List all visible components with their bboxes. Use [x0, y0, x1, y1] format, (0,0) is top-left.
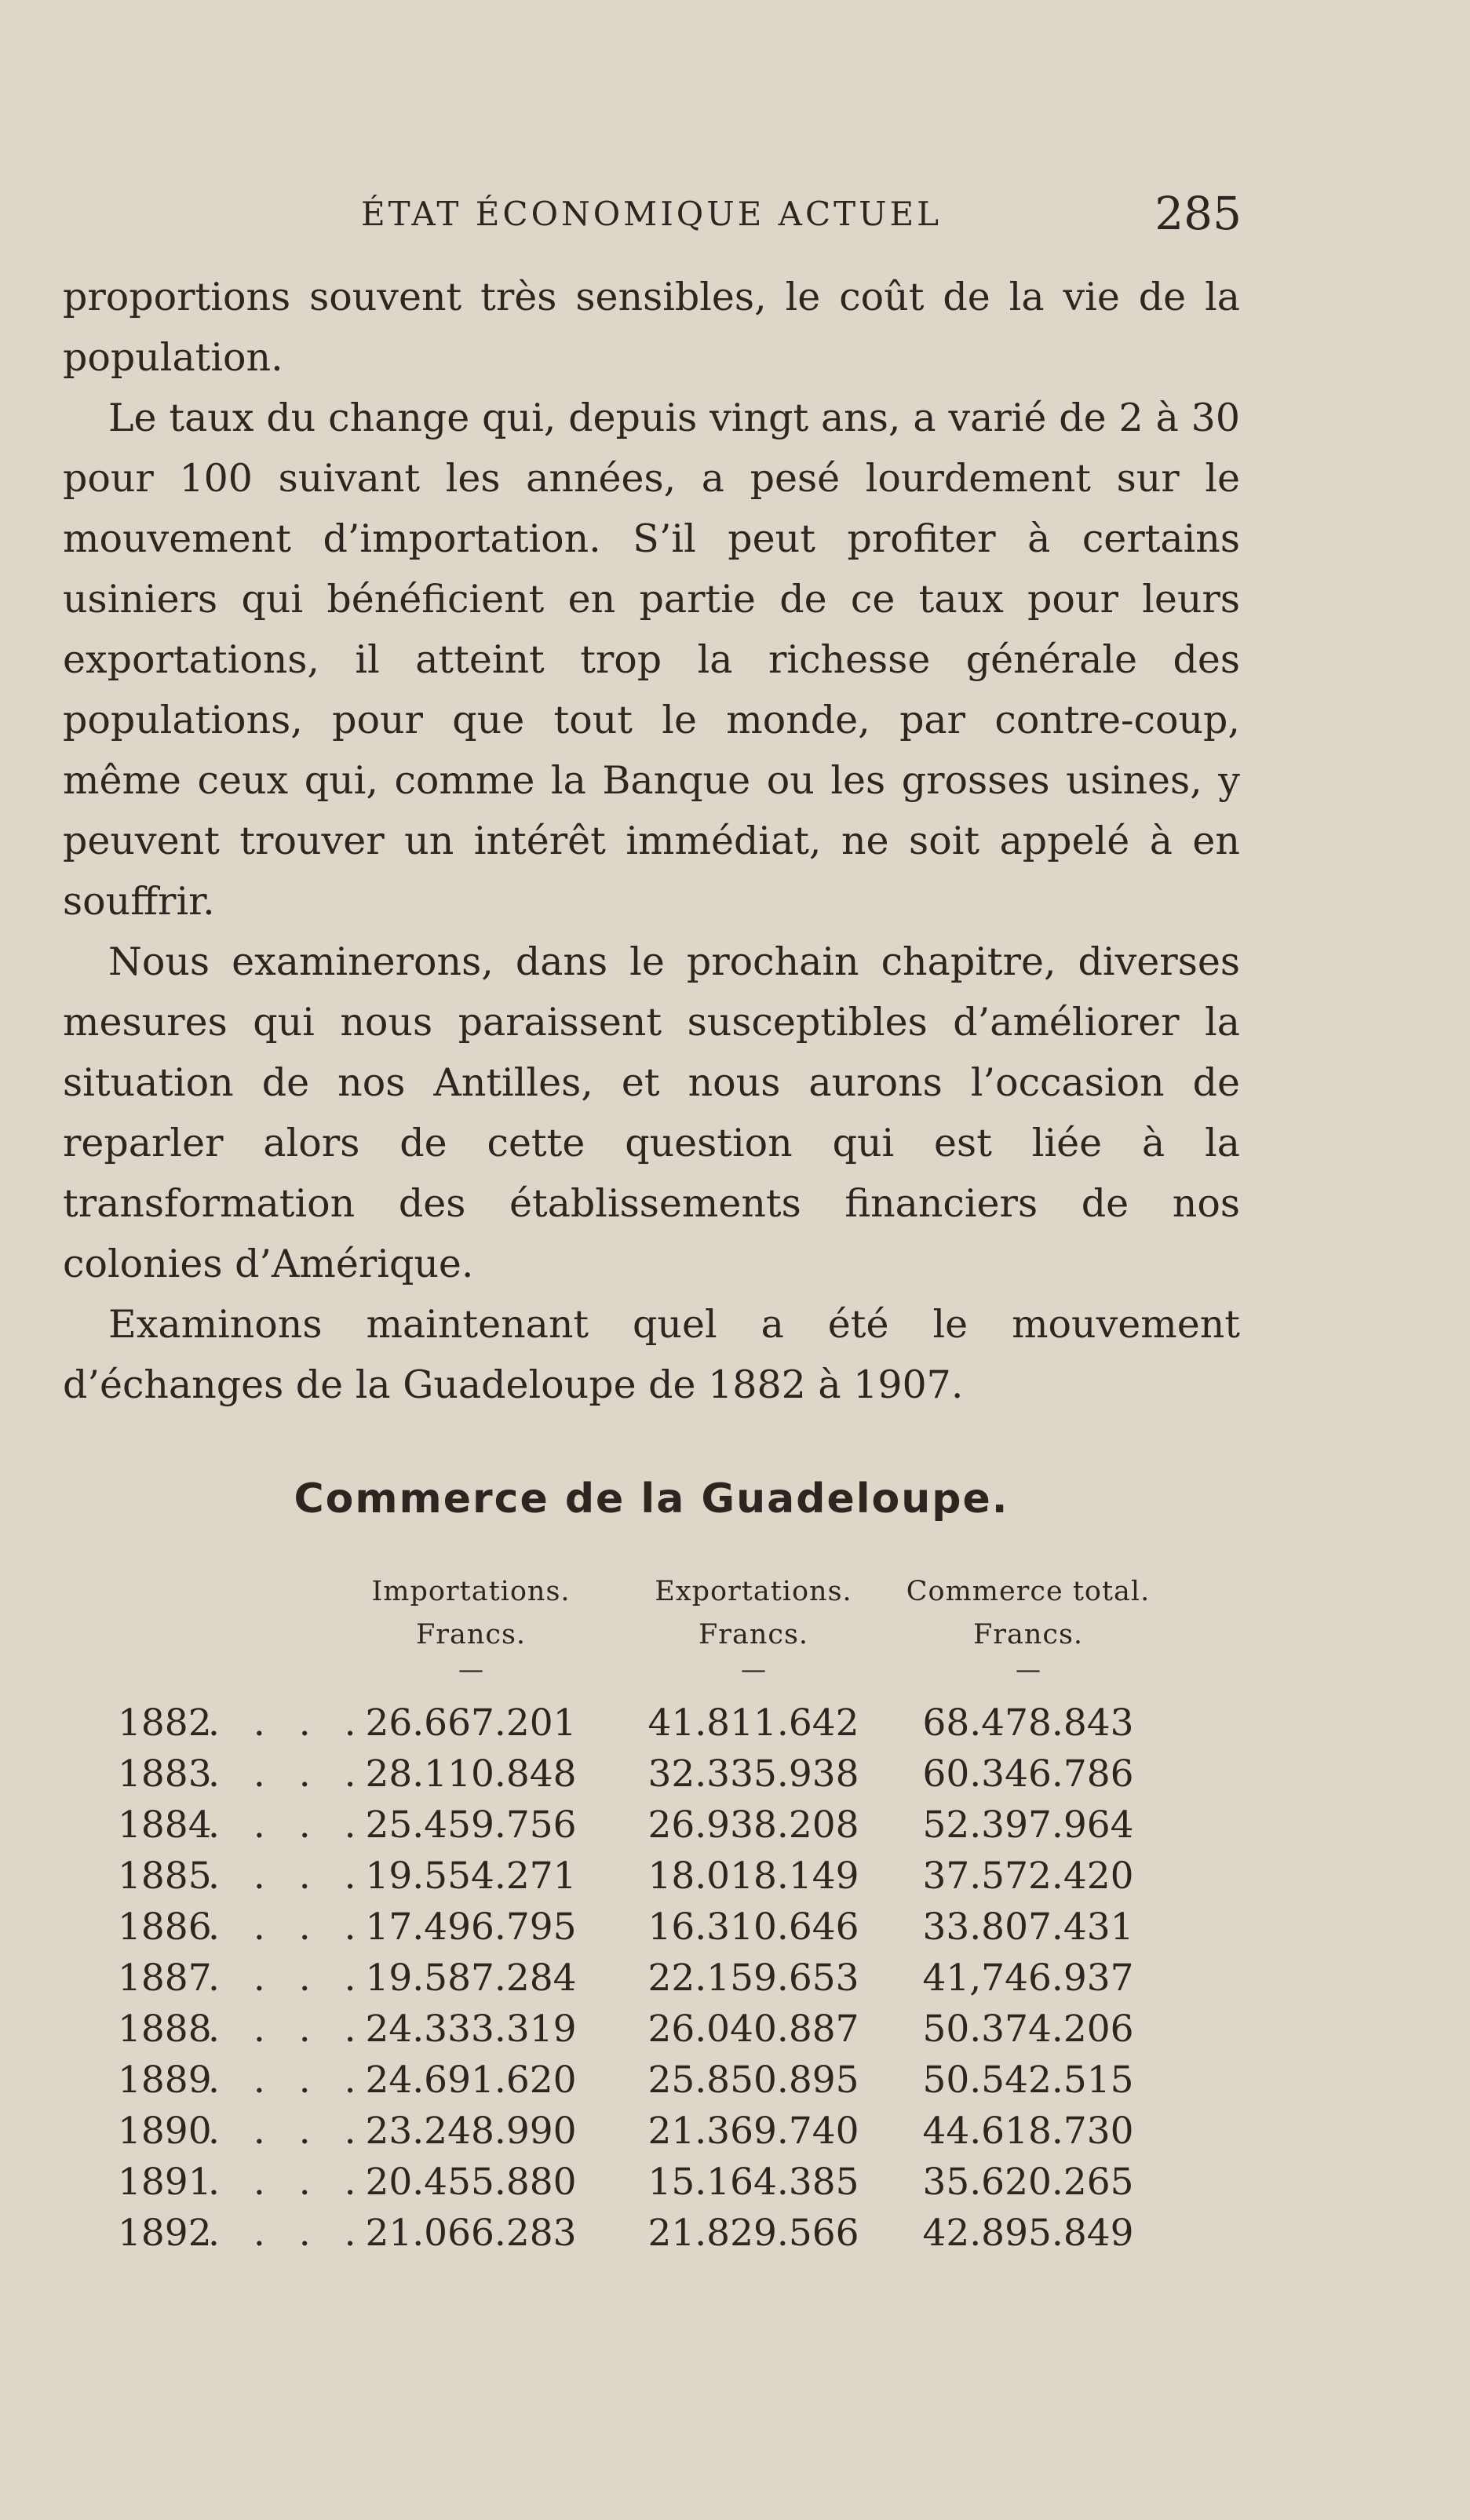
paragraph: Le taux du change qui, depuis vingt ans, a varié de 2 à 30 pour 100 suivant les années, a pesé lourdement sur le mouvement d’importation. S’il peut profiter à certains usiniers qui bénéficient en partie de ce taux pour leurs exportations, il atteint trop la richesse générale des populations, pour que tout le monde, par contre-coup, même ceux qui, comme la Banque ou les grosses usines, y peuvent trouver un intérêt immédiat, ne soit appelé à en souffrir. [63, 396, 1240, 924]
year-cell: 1883 [118, 1752, 212, 1796]
total-cell: 52.397.964 [922, 1803, 1134, 1847]
total-cell: 68.478.843 [922, 1701, 1134, 1745]
table-row [118, 2212, 1216, 2262]
year-cell: 1889 [118, 2059, 212, 2102]
total-cell: 60.346.786 [922, 1752, 1134, 1796]
importations-cell: 21.066.283 [365, 2212, 577, 2255]
exportations-cell: 32.335.938 [647, 1752, 859, 1796]
year-cell: 1890 [118, 2110, 212, 2153]
importations-cell: 28.110.848 [365, 1752, 577, 1796]
running-header [63, 187, 1240, 242]
importations-cell: 25.459.756 [365, 1803, 577, 1847]
year-cell: 1888 [118, 2008, 212, 2051]
importations-cell: 19.554.271 [365, 1854, 577, 1898]
column-dash: — [458, 1654, 483, 1684]
leader-dots: . . . . [208, 2059, 367, 2102]
year-cell: 1892 [118, 2212, 212, 2255]
column-unit: Francs. [415, 1619, 527, 1650]
column-dash: — [741, 1654, 766, 1684]
importations-cell: 19.587.284 [365, 1957, 577, 2000]
table-row [118, 1905, 1216, 1956]
total-cell: 33.807.431 [922, 1905, 1134, 1949]
table-row [118, 2110, 1216, 2160]
leader-dots: . . . . [208, 1854, 367, 1898]
paragraph: proportions souvent très sensibles, le coût de la vie de la population. [63, 275, 1240, 380]
exportations-cell: 21.369.740 [647, 2110, 859, 2153]
importations-cell: 24.333.319 [365, 2008, 577, 2051]
leader-dots: . . . . [208, 1905, 367, 1949]
table-row [118, 1803, 1216, 1854]
leader-dots: . . . . [208, 2161, 367, 2204]
year-cell: 1885 [118, 1854, 212, 1898]
exportations-cell: 16.310.646 [647, 1905, 859, 1949]
total-cell: 42.895.849 [922, 2212, 1134, 2255]
importations-cell: 20.455.880 [365, 2161, 577, 2204]
importations-cell: 24.691.620 [365, 2059, 577, 2102]
paragraph: Nous examinerons, dans le prochain chapitre, diverses mesures qui nous paraissent susceptibles d’améliorer la situation de nos Antilles, et nous aurons l’occasion de reparler alors de cette question qui est liée à la transformation des établissements financiers de nos colonies d’Amérique. [63, 939, 1240, 1286]
exportations-cell: 41.811.642 [647, 1701, 859, 1745]
table-row [118, 2059, 1216, 2109]
total-cell: 35.620.265 [922, 2161, 1134, 2204]
leader-dots: . . . . [208, 1701, 367, 1745]
column-unit: Francs. [972, 1619, 1084, 1650]
importations-cell: 17.496.795 [365, 1905, 577, 1949]
total-cell: 37.572.420 [922, 1854, 1134, 1898]
leader-dots: . . . . [208, 1803, 367, 1847]
exportations-cell: 18.018.149 [647, 1854, 859, 1898]
leader-dots: . . . . [208, 2008, 367, 2051]
paragraph: Examinons maintenant quel a été le mouvement d’échanges de la Guadeloupe de 1882 à 1907. [63, 1302, 1240, 1407]
exportations-cell: 21.829.566 [647, 2212, 859, 2255]
exportations-cell: 25.850.895 [647, 2059, 859, 2102]
year-cell: 1886 [118, 1905, 212, 1949]
table-row [118, 2161, 1216, 2211]
table-title: Commerce de la Guadeloupe. [294, 1475, 1009, 1523]
total-cell: 44.618.730 [922, 2110, 1134, 2153]
table-row [118, 1854, 1216, 1905]
body-text [63, 267, 1240, 1415]
running-title: ÉTAT ÉCONOMIQUE ACTUEL [361, 195, 943, 233]
table-row [118, 1752, 1216, 1803]
importations-cell: 23.248.990 [365, 2110, 577, 2153]
year-cell: 1882 [118, 1701, 212, 1745]
total-cell: 50.542.515 [922, 2059, 1134, 2102]
total-cell: 41,746.937 [922, 1957, 1134, 2000]
column-unit: Francs. [698, 1619, 809, 1650]
year-cell: 1891 [118, 2161, 212, 2204]
table-row [118, 2008, 1216, 2058]
leader-dots: . . . . [208, 2212, 367, 2255]
exportations-cell: 26.938.208 [647, 1803, 859, 1847]
exportations-cell: 15.164.385 [647, 2161, 859, 2204]
total-cell: 50.374.206 [922, 2008, 1134, 2051]
leader-dots: . . . . [208, 1957, 367, 2000]
year-cell: 1887 [118, 1957, 212, 2000]
column-header-commerce-total: Commerce total. [906, 1576, 1151, 1607]
table-row [118, 1957, 1216, 2007]
column-header-importations: Importations. [371, 1576, 571, 1607]
exportations-cell: 26.040.887 [647, 2008, 859, 2051]
page-number: 285 [1154, 187, 1242, 240]
leader-dots: . . . . [208, 2110, 367, 2153]
exportations-cell: 22.159.653 [647, 1957, 859, 2000]
table-row [118, 1701, 1216, 1752]
year-cell: 1884 [118, 1803, 212, 1847]
importations-cell: 26.667.201 [365, 1701, 577, 1745]
column-header-exportations: Exportations. [655, 1576, 852, 1607]
leader-dots: . . . . [208, 1752, 367, 1796]
column-dash: — [1016, 1654, 1041, 1684]
